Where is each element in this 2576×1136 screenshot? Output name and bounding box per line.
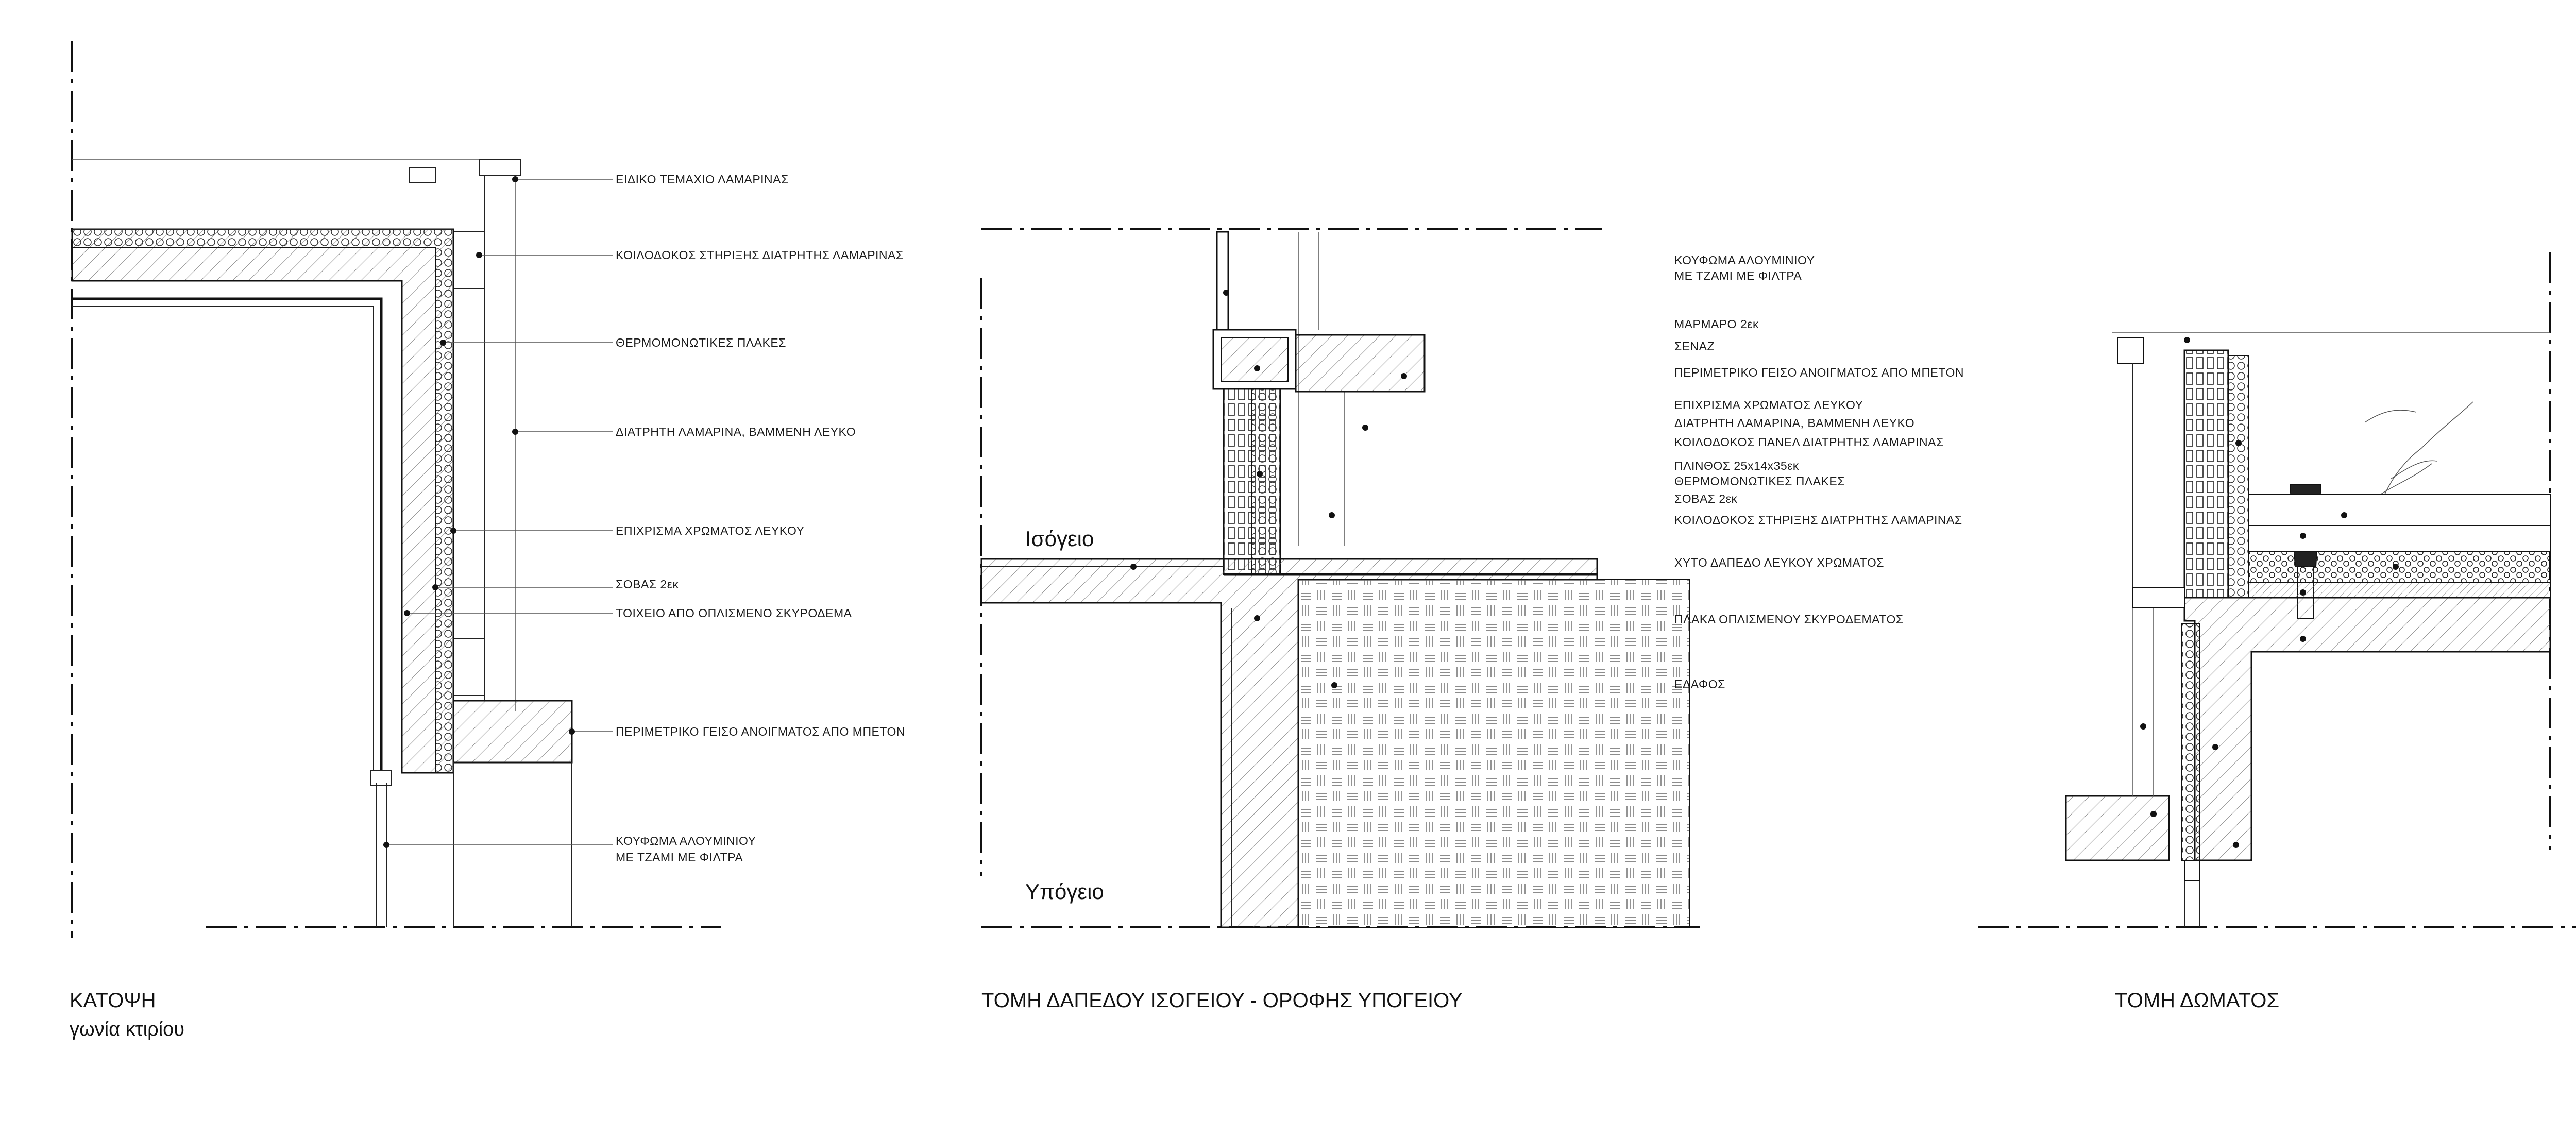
concrete-slab (2184, 598, 2550, 860)
plan-label: ΚΟΥΦΩΜΑ ΑΛΟΥΜΙΝΙΟΥ (616, 834, 756, 847)
gravel-layer (2249, 525, 2550, 551)
aluminium-frame (371, 770, 392, 786)
floor-label: ΧΥΤΟ ΔΑΠΕΔΟ ΛΕΥΚΟΥ ΧΡΩΜΑΤΟΣ (1674, 556, 1884, 569)
floor-label: ΜΑΡΜΑΡΟ 2εκ (1674, 317, 1759, 331)
plan-label: ΚΟΙΛΟΔΟΚΟΣ ΣΤΗΡΙΞΗΣ ΔΙΑΤΡΗΤΗΣ ΛΑΜΑΡΙΝΑΣ (616, 248, 904, 262)
aluminium-grille (2117, 337, 2143, 363)
plan-label: ΤΟΙΧΕΙΟ ΑΠΟ ΟΠΛΙΣΜΕΝΟ ΣΚΥΡΟΔΕΜΑ (616, 606, 852, 620)
floor-label: ΠΛΑΚΑ ΟΠΛΙΣΜΕΝΟΥ ΣΚΥΡΟΔΕΜΑΤΟΣ (1674, 613, 1904, 626)
inner-wall-face (72, 299, 381, 773)
level-upper-label: Ισόγειο (1025, 527, 1094, 551)
lintel-senaz (1221, 337, 1288, 381)
plan-title: ΚΑΤΟΨΗ (70, 989, 156, 1012)
roof-section-title: ΤΟΜΗ ΔΩΜΑΤΟΣ (2115, 989, 2280, 1012)
planting-substrate (2249, 495, 2550, 525)
concrete-sill (1296, 335, 1425, 392)
floor-label: ΠΕΡΙΜΕΤΡΙΚΟ ΓΕΙΣΟ ΑΝΟΙΓΜΑΤΟΣ ΑΠΟ ΜΠΕΤΟΝ (1674, 366, 1964, 379)
aluminium-frame (1217, 232, 1228, 330)
sloped-concrete (2249, 582, 2550, 598)
floor-label: ΣΟΒΑΣ 2εκ (1674, 492, 1738, 505)
hollow-beam (410, 167, 435, 183)
plan-subtitle: γωνία κτιρίου (70, 1019, 185, 1040)
roof-section-drawing (1978, 252, 2576, 1012)
plan-label: ΕΙΔΙΚΟ ΤΕΜΑΧΙΟ ΛΑΜΑΡΙΝΑΣ (616, 173, 789, 186)
hollow-beam (453, 232, 484, 289)
level-lower-label: Υπόγειο (1025, 879, 1104, 904)
insulation-boards (2249, 551, 2550, 582)
plan-label: ΠΕΡΙΜΕΤΡΙΚΟ ΓΕΙΣΟ ΑΝΟΙΓΜΑΤΟΣ ΑΠΟ ΜΠΕΤΟΝ (616, 725, 906, 738)
hollow-beam (453, 639, 484, 696)
floor-section-drawing (981, 229, 1964, 1012)
plan-label: ΣΟΒΑΣ 2εκ (616, 578, 679, 591)
plaster-line (72, 307, 374, 773)
floor-label: ΚΟΥΦΩΜΑ ΑΛΟΥΜΙΝΙΟΥ (1674, 253, 1815, 267)
special-sheet-piece (479, 160, 520, 175)
hollow-beam (2133, 587, 2184, 608)
floor-label: ΘΕΡΜΟΜΟΝΩΤΙΚΕΣ ΠΛΑΚΕΣ (1674, 474, 1845, 488)
floor-label: ΜΕ ΤΖΑΜΙ ΜΕ ΦΙΛΤΡΑ (1674, 269, 1802, 282)
floor-label: ΚΟΙΛΟΔΟΚΟΣ ΠΑΝΕΛ ΔΙΑΤΡΗΤΗΣ ΛΑΜΑΡΙΝΑΣ (1674, 435, 1944, 449)
insulation-boards (1252, 389, 1280, 574)
aluminium-frame (2184, 860, 2200, 881)
brick-parapet (2184, 350, 2228, 598)
concrete-sill (2066, 796, 2169, 860)
concrete-sill (453, 701, 572, 762)
insulation-boards (2182, 623, 2200, 860)
insulation-boards (72, 229, 453, 773)
floor-label: ΕΔΑΦΟΣ (1674, 677, 1725, 691)
floor-label: ΔΙΑΤΡΗΤΗ ΛΑΜΑΡΙΝΑ, ΒΑΜΜΕΝΗ ΛΕΥΚΟ (1674, 416, 1915, 430)
floor-label: ΣΕΝΑΖ (1674, 340, 1715, 353)
plan-drawing (70, 41, 905, 1040)
soil (1298, 580, 1690, 927)
plan-label: ΕΠΙΧΡΙΣΜΑ ΧΡΩΜΑΤΟΣ ΛΕΥΚΟΥ (616, 524, 805, 537)
plan-label: ΔΙΑΤΡΗΤΗ ΛΑΜΑΡΙΝΑ, ΒΑΜΜΕΝΗ ΛΕΥΚΟ (616, 425, 856, 438)
insulation-boards (2228, 355, 2249, 598)
concrete-wall (72, 229, 453, 773)
floor-section-title: ΤΟΜΗ ΔΑΠΕΔΟΥ ΙΣΟΓΕΙΟΥ - ΟΡΟΦΗΣ ΥΠΟΓΕΙΟΥ (981, 989, 1463, 1012)
plan-label: ΘΕΡΜΟΜΟΝΩΤΙΚΕΣ ΠΛΑΚΕΣ (616, 336, 786, 349)
floor-label: ΕΠΙΧΡΙΣΜΑ ΧΡΩΜΑΤΟΣ ΛΕΥΚΟΥ (1674, 398, 1863, 412)
floor-label: ΠΛΙΝΘΟΣ 25x14x35εκ (1674, 459, 1799, 472)
plan-label: ΜΕ ΤΖΑΜΙ ΜΕ ΦΙΛΤΡΑ (616, 851, 743, 864)
floor-label: ΚΟΙΛΟΔΟΚΟΣ ΣΤΗΡΙΞΗΣ ΔΙΑΤΡΗΤΗΣ ΛΑΜΑΡΙΝΑΣ (1674, 513, 1962, 527)
